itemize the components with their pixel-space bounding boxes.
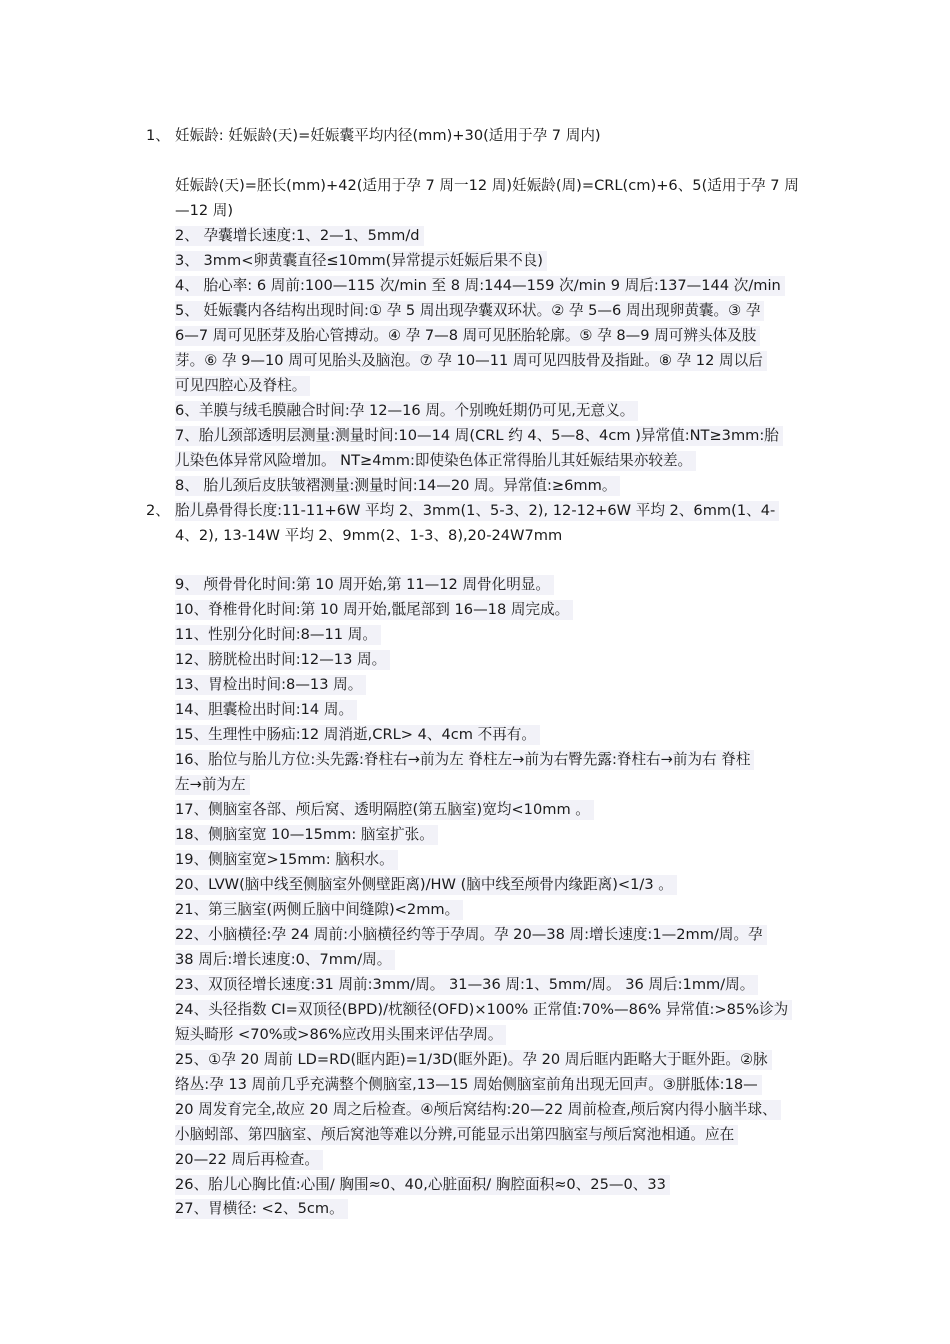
text-line: 18、侧脑室宽 10—15mm: 脑室扩张。 — [175, 825, 438, 845]
text-line: 5、 妊娠囊内各结构出现时间:① 孕 5 周出现孕囊双环状。② 孕 5—6 周出现卵黄囊。③ 孕 — [175, 301, 764, 321]
text-line: 25、①孕 20 周前 LD=RD(眶内距)=1/3D(眶外距)。孕 20 周后眶内距略大于眶外距。②脉 — [175, 1050, 772, 1070]
text-line: 2、 孕囊增长速度:1、2—1、5mm/d — [175, 226, 424, 246]
text-line: 17、侧脑室各部、颅后窝、透明隔腔(第五脑室)宽均<10mm 。 — [175, 800, 594, 820]
text-line: 23、双顶径增长速度:31 周前:3mm/周。 31—36 周:1、5mm/周。 36 周后:1mm/周。 — [175, 975, 758, 995]
text-line: 儿染色体异常风险增加。 NT≥4mm:即使染色体正常得胎儿其妊娠结果亦较差。 — [175, 451, 696, 471]
text-line: —12 周) — [175, 202, 234, 219]
text-line: 可见四腔心及脊柱。 — [175, 376, 310, 396]
text-line: 22、小脑横径:孕 24 周前:小脑横径约等于孕周。孕 20—38 周:增长速度:1—2mm/周。孕 — [175, 925, 767, 945]
text-line: 6、羊膜与绒毛膜融合时间:孕 12—16 周。个别晚妊期仍可见,无意义。 — [175, 401, 638, 421]
text-line: 20 周发育完全,故应 20 周之后检查。④颅后窝结构:20—22 周前检查,颅后窝内得小脑半球、 — [175, 1100, 781, 1120]
text-line: 妊娠龄: 妊娠龄(天)=妊娠囊平均内径(mm)+30(适用于孕 7 周内) — [175, 127, 601, 144]
list-marker-2: 2、 — [146, 502, 170, 519]
text-line: 10、脊椎骨化时间:第 10 周开始,骶尾部到 16—18 周完成。 — [175, 600, 573, 620]
text-line: 4、2), 13-14W 平均 2、9mm(2、1-3、8),20-24W7mm — [175, 527, 563, 544]
text-line: 7、胎儿颈部透明层测量:测量时间:10—14 周(CRL 约 4、5—8、4cm )异常值:NT≥3mm:胎 — [175, 426, 783, 446]
text-line: 左→前为左 — [175, 775, 250, 795]
text-line: 4、 胎心率: 6 周前:100—115 次/min 至 8 周:144—159 次/min 9 周后:137—144 次/min — [175, 276, 785, 296]
text-line: 16、胎位与胎儿方位:头先露:脊柱右→前为左 脊柱左→前为右臀先露:脊柱右→前为右 脊柱 — [175, 750, 754, 770]
text-line: 11、性别分化时间:8—11 周。 — [175, 625, 381, 645]
text-line: 20、LVW(脑中线至侧脑室外侧壁距离)/HW (脑中线至颅骨内缘距离)<1/3 。 — [175, 875, 677, 895]
text-line: 芽。⑥ 孕 9—10 周可见胎头及脑泡。⑦ 孕 10—11 周可见四肢骨及指趾。⑧ 孕 12 周以后 — [175, 351, 767, 371]
list-marker-1: 1、 — [146, 127, 170, 144]
text-line: 妊娠龄(天)=胚长(mm)+42(适用于孕 7 周一12 周)妊娠龄(周)=CRL(cm)+6、5(适用于孕 7 周 — [175, 177, 799, 194]
text-line: 9、 颅骨骨化时间:第 10 周开始,第 11—12 周骨化明显。 — [175, 575, 554, 595]
text-line: 胎儿鼻骨得长度:11-11+6W 平均 2、3mm(1、5-3、2), 12-12+6W 平均 2、6mm(1、4- — [175, 501, 779, 521]
text-line: 小脑蚓部、第四脑室、颅后窝池等难以分辨,可能显示出第四脑室与颅后窝池相通。应在 — [175, 1125, 738, 1145]
text-line: 络丛:孕 13 周前几乎充满整个侧脑室,13—15 周始侧脑室前角出现无回声。③胼胝体:18— — [175, 1075, 762, 1095]
text-line: 26、胎儿心胸比值:心围/ 胸围≈0、40,心脏面积/ 胸腔面积≈0、25—0、33 — [175, 1175, 670, 1195]
text-line: 6—7 周可见胚芽及胎心管搏动。④ 孕 7—8 周可见胚胎轮廓。⑤ 孕 8—9 周可辨头体及肢 — [175, 326, 760, 346]
text-line: 3、 3mm<卵黄囊直径≤10mm(异常提示妊娠后果不良) — [175, 251, 547, 271]
text-line: 24、头径指数 CI=双顶径(BPD)/枕额径(OFD)×100% 正常值:70%—86% 异常值:>85%诊为 — [175, 1000, 792, 1020]
text-line: 19、侧脑室宽>15mm: 脑积水。 — [175, 850, 398, 870]
text-line: 短头畸形 <70%或>86%应改用头围来评估孕周。 — [175, 1025, 506, 1045]
text-line: 21、第三脑室(两侧丘脑中间缝隙)<2mm。 — [175, 900, 463, 920]
text-line: 14、胆囊检出时间:14 周。 — [175, 700, 357, 720]
text-line: 38 周后:增长速度:0、7mm/周。 — [175, 950, 395, 970]
text-line: 12、膀胱检出时间:12—13 周。 — [175, 650, 390, 670]
text-line: 8、 胎儿颈后皮肤皱褶测量:测量时间:14—20 周。异常值:≥6mm。 — [175, 476, 620, 496]
text-line: 15、生理性中肠疝:12 周消逝,CRL> 4、4cm 不再有。 — [175, 725, 540, 745]
text-line: 20—22 周后再检查。 — [175, 1150, 323, 1170]
text-line: 27、胃横径: <2、5cm。 — [175, 1199, 348, 1219]
text-line: 13、胃检出时间:8—13 周。 — [175, 675, 366, 695]
